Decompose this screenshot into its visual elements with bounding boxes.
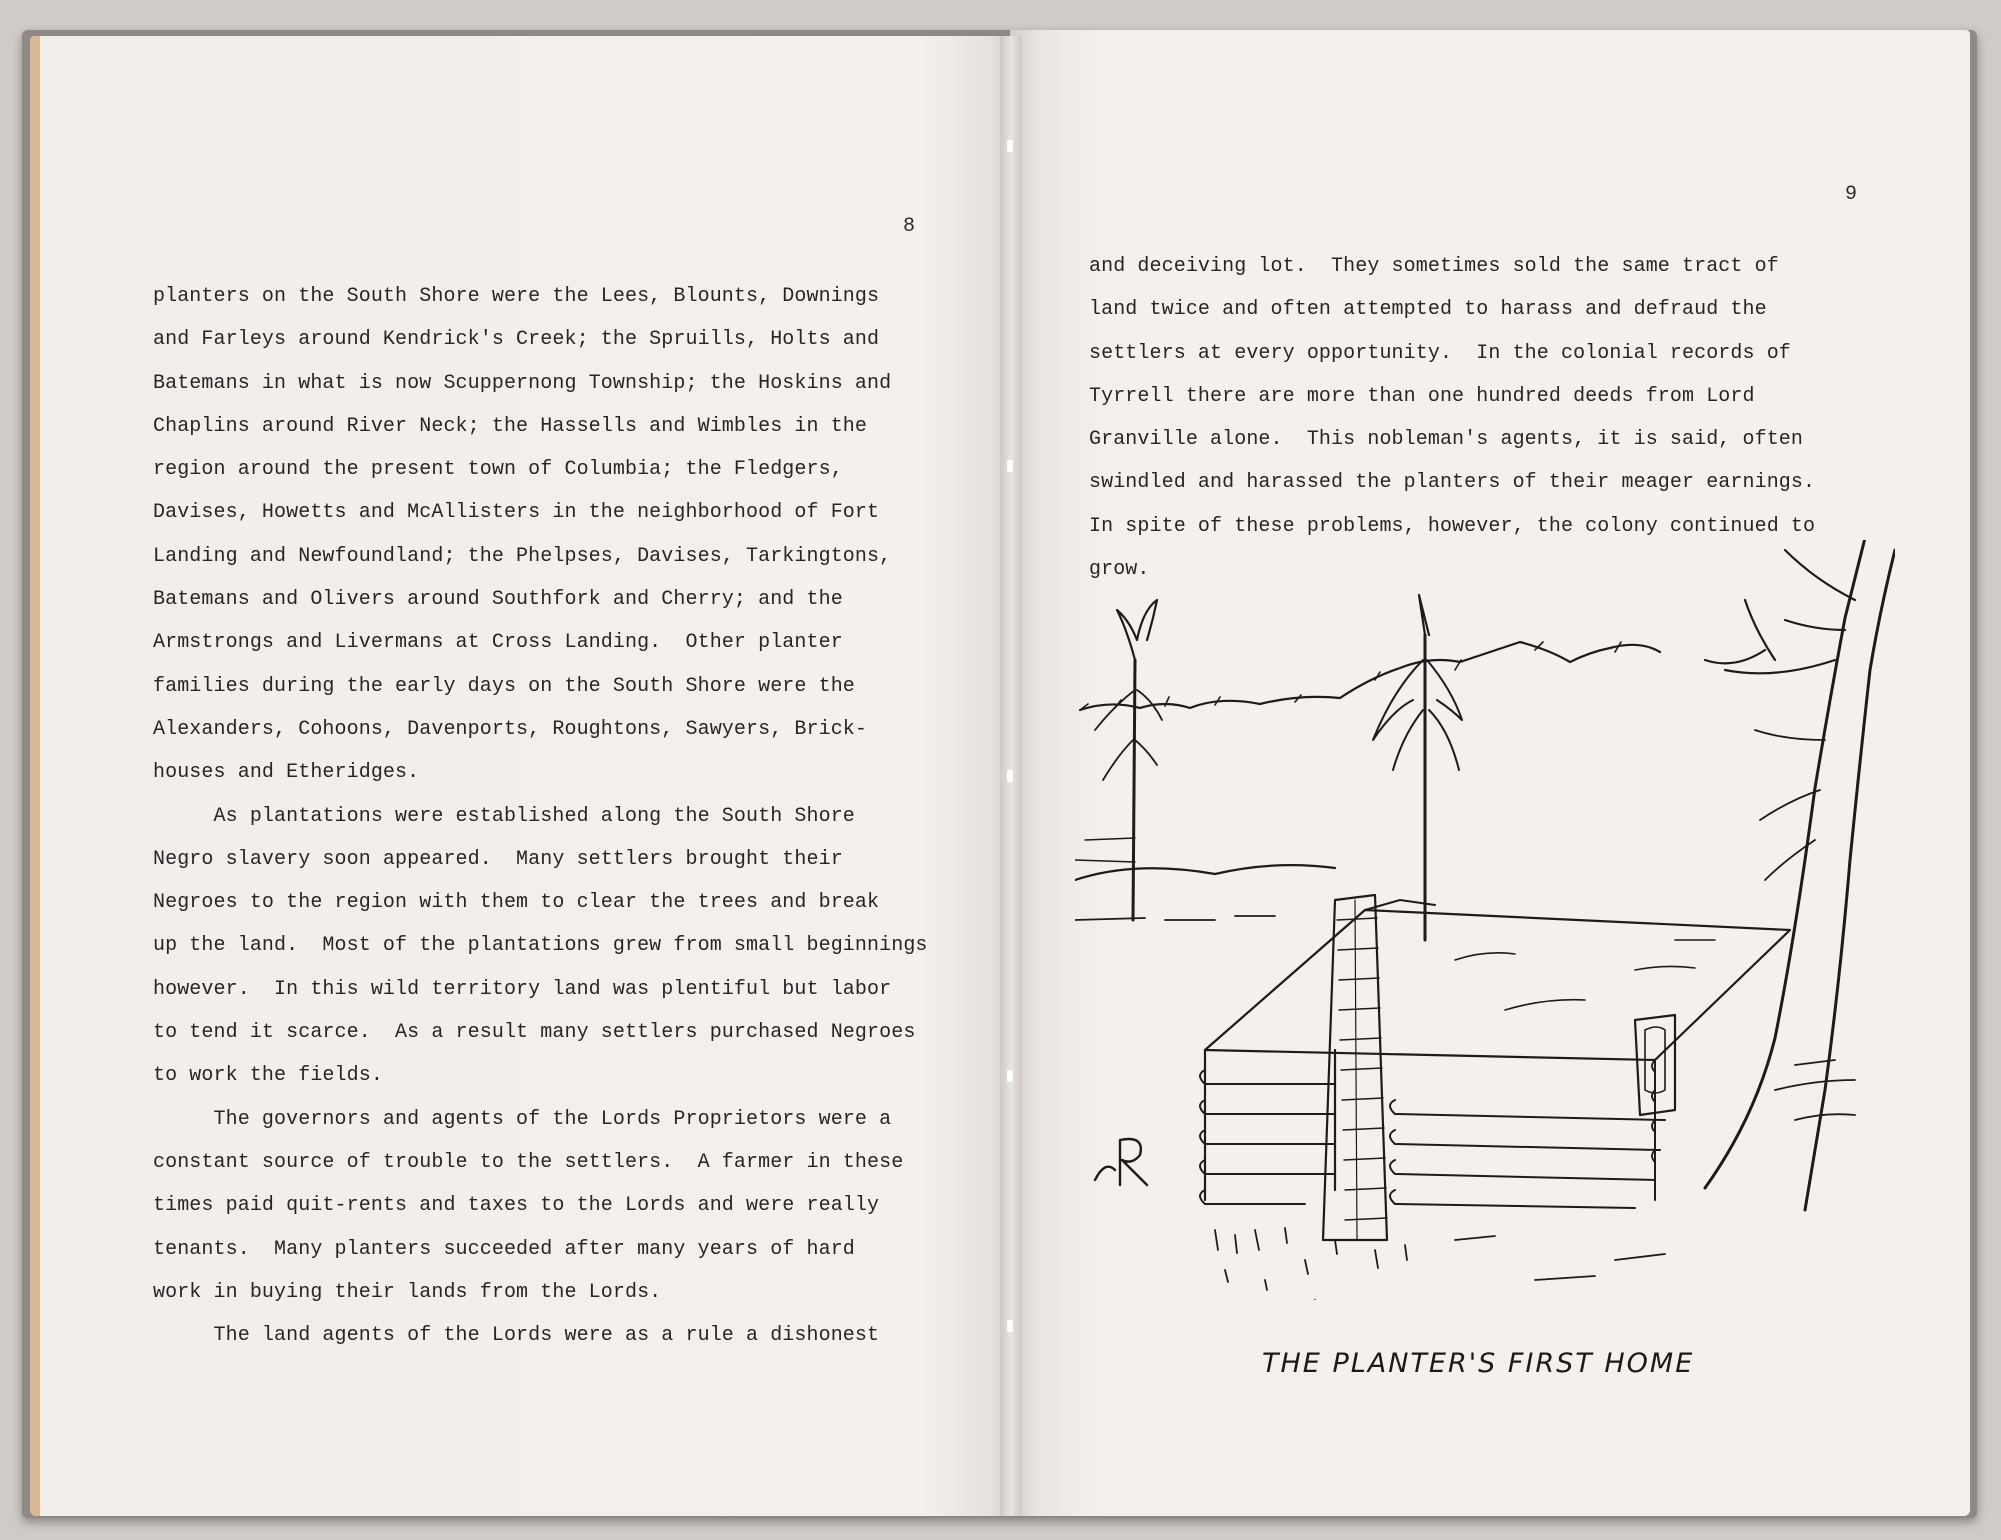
binding-stitch (1007, 140, 1013, 152)
text-line: Negro slavery soon appeared. Many settlers brought their (153, 847, 843, 871)
text-line: up the land. Most of the plantations grew from small beginnings (153, 934, 928, 958)
text-line: The land agents of the Lords were as a rule a dishonest (153, 1324, 880, 1348)
text-line: Tyrrell there are more than one hundred deeds from Lord (1089, 384, 1755, 408)
text-line: As plantations were established along the South Shore (153, 804, 855, 828)
binding-stitch (1007, 770, 1013, 782)
text-line: however. In this wild territory land was plentiful but labor (153, 977, 892, 1001)
text-line: planters on the South Shore were the Lees, Blounts, Downings (153, 285, 880, 308)
text-line: Armstrongs and Livermans at Cross Landing. Other planter (153, 631, 843, 655)
text-line: Davises, Howetts and McAllisters in the neighborhood of Fort (153, 501, 880, 525)
text-line: work in buying their lands from the Lords. (153, 1280, 662, 1304)
text-line: In spite of these problems, however, the colony continued to (1089, 514, 1816, 538)
text-line: settlers at every opportunity. In the colonial records of (1089, 341, 1791, 365)
text-line: to tend it scarce. As a result many settlers purchased Negroes (153, 1021, 916, 1045)
text-line: to work the fields. (153, 1064, 383, 1088)
text-line: land twice and often attempted to harass and defraud the (1089, 298, 1767, 322)
text-line: families during the early days on the South Shore were the (153, 674, 855, 698)
text-line: swindled and harassed the planters of their meager earnings. (1089, 471, 1816, 495)
text-line: Negroes to the region with them to clear the trees and break (153, 891, 880, 915)
text-line: tenants. Many planters succeeded after many years of hard (153, 1237, 855, 1261)
text-line: Chaplins around River Neck; the Hassells and Wimbles in the (153, 414, 868, 438)
text-line: Batemans and Olivers around Southfork and Cherry; and the (153, 588, 843, 612)
left-page-body (153, 275, 928, 1357)
library-stamp-edge (1410, 30, 1728, 44)
text-line: and deceiving lot. They sometimes sold the same tract of (1089, 255, 1779, 278)
page-number-right: 9 (1845, 183, 1858, 206)
text-line: and Farleys around Kendrick's Creek; the Spruills, Holts and (153, 328, 880, 352)
text-line: Landing and Newfoundland; the Phelpses, Davises, Tarkingtons, (153, 544, 892, 568)
binding-stitch (1007, 1070, 1013, 1082)
binding-stitch (1007, 1320, 1013, 1332)
illustration-caption: THE PLANTER'S FIRST HOME (1262, 1348, 1695, 1379)
text-line: region around the present town of Columbia; the Fledgers, (153, 458, 843, 482)
text-line: grow. (1089, 558, 1150, 582)
text-line: times paid quit-rents and taxes to the Lords and were really (153, 1194, 880, 1218)
binding-stitch (1007, 460, 1013, 472)
text-line: Alexanders, Cohoons, Davenports, Roughtons, Sawyers, Brick- (153, 717, 868, 741)
text-line: Granville alone. This nobleman's agents, it is said, often (1089, 428, 1804, 452)
text-line: Batemans in what is now Scuppernong Township; the Hoskins and (153, 371, 892, 395)
log-cabin-illustration (1075, 540, 1895, 1300)
page-number-left: 8 (903, 215, 916, 238)
text-line: constant source of trouble to the settlers. A farmer in these (153, 1150, 904, 1174)
text-line: The governors and agents of the Lords Proprietors were a (153, 1107, 892, 1131)
text-line: houses and Etheridges. (153, 761, 420, 785)
